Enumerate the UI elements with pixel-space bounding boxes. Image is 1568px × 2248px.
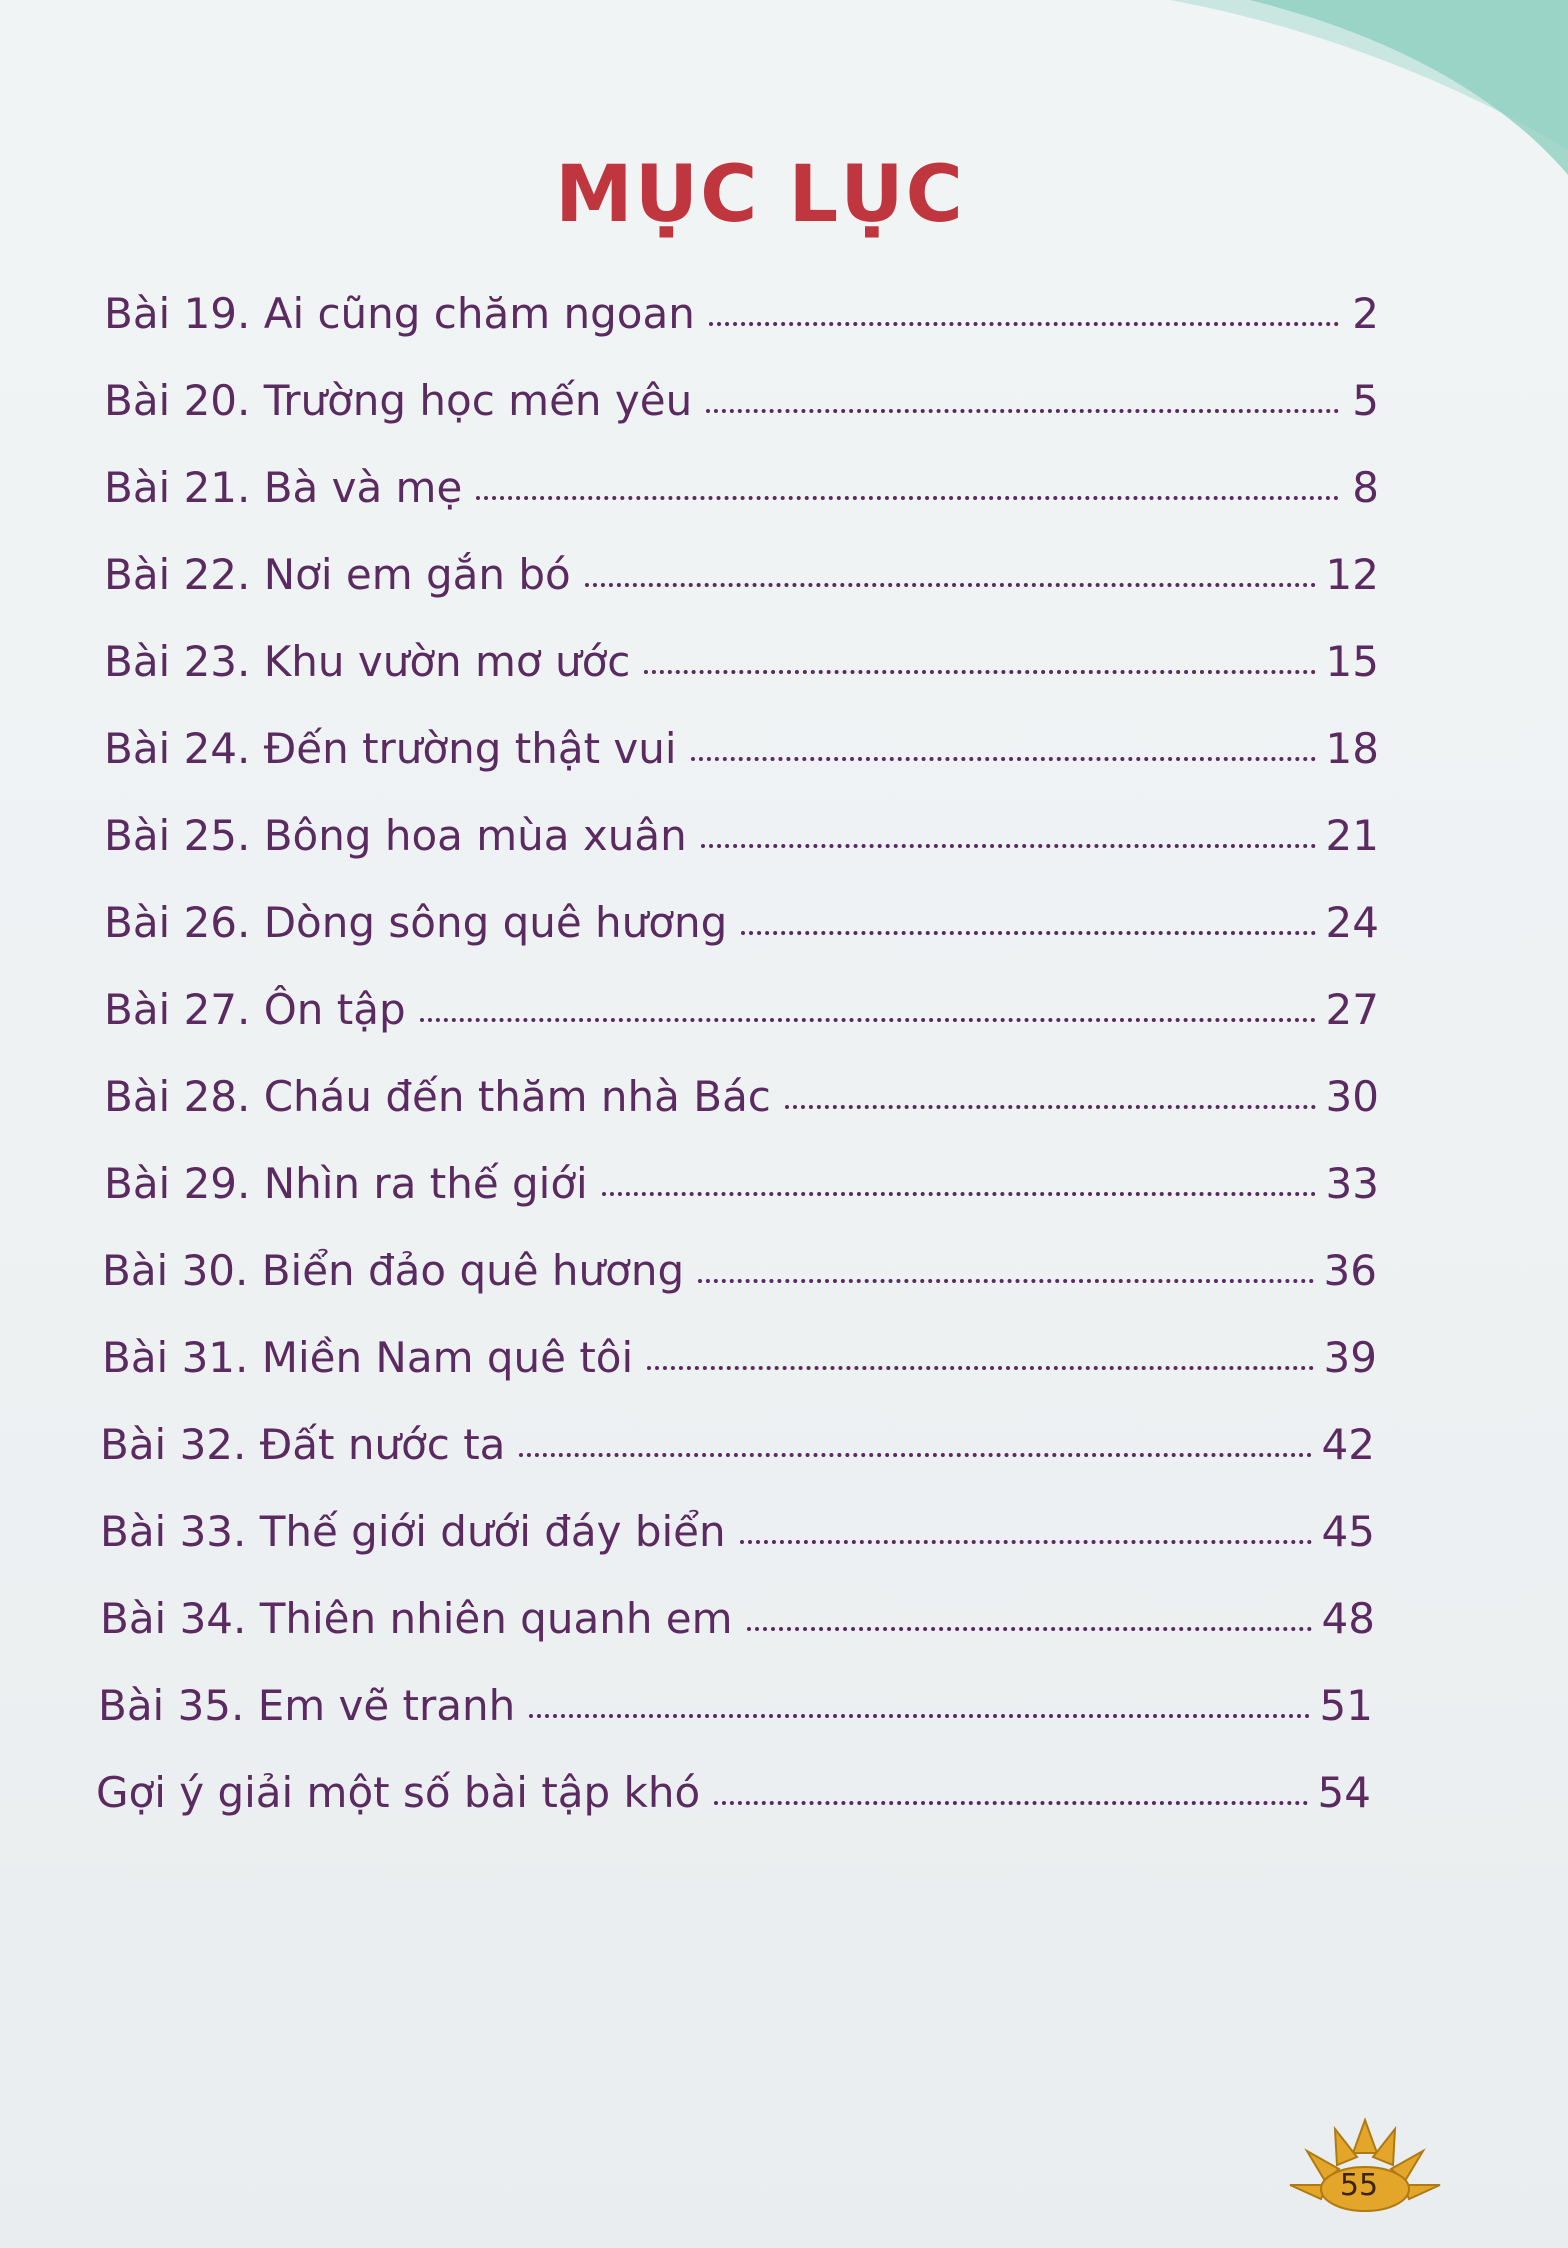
toc-entry-page: 39: [1323, 1333, 1377, 1382]
toc-entry: [104, 365, 1379, 425]
toc-entry: [104, 452, 1379, 512]
toc-dot-leader: [519, 1453, 1311, 1457]
toc-entry-title: Gợi ý giải một số bài tập khó: [96, 1768, 701, 1817]
toc-dot-leader: [691, 757, 1316, 761]
toc-dot-leader: [714, 1801, 1307, 1805]
toc-entry-title: Bài 24. Đến trường thật vui: [104, 724, 677, 773]
toc-entry: [104, 713, 1379, 773]
toc-entry: [100, 1496, 1375, 1556]
toc-entry-title: Bài 27. Ôn tập: [104, 985, 406, 1034]
toc-entry: [102, 1322, 1377, 1382]
toc-entry-page: 27: [1325, 985, 1379, 1034]
toc-entry-title: Bài 19. Ai cũng chăm ngoan: [104, 289, 695, 338]
toc-entry: [96, 1757, 1371, 1817]
toc-dot-leader: [647, 1366, 1313, 1370]
toc-entry-title: Bài 28. Cháu đến thăm nhà Bác: [104, 1072, 771, 1121]
toc-entry: [104, 278, 1379, 338]
toc-dot-leader: [785, 1105, 1316, 1109]
toc-dot-leader: [585, 583, 1316, 587]
toc-entry-title: Bài 22. Nơi em gắn bó: [104, 550, 571, 599]
toc-entry-page: 15: [1325, 637, 1379, 686]
toc-dot-leader: [698, 1279, 1313, 1283]
toc-entry-page: 8: [1352, 463, 1379, 512]
toc-entry-page: 48: [1321, 1594, 1375, 1643]
toc-entry: [104, 974, 1379, 1034]
page-number: 55: [1339, 2168, 1379, 2203]
toc-entry-page: 24: [1325, 898, 1379, 947]
toc-dot-leader: [709, 322, 1339, 326]
toc-entry-title: Bài 31. Miền Nam quê tôi: [102, 1333, 634, 1382]
toc-entry-page: 36: [1323, 1246, 1377, 1295]
page-title: MỤC LỤC: [555, 150, 965, 240]
toc-entry: [104, 539, 1379, 599]
toc-dot-leader: [420, 1018, 1316, 1022]
toc-entry: [98, 1670, 1373, 1730]
toc-entry: [104, 626, 1379, 686]
toc-entry-title: Bài 23. Khu vườn mơ ước: [104, 637, 631, 686]
toc-entry-title: Bài 30. Biển đảo quê hương: [102, 1246, 685, 1295]
toc-entry-title: Bài 25. Bông hoa mùa xuân: [104, 811, 687, 860]
toc-entry-page: 18: [1325, 724, 1379, 773]
toc-entry-page: 2: [1352, 289, 1379, 338]
toc-entry-page: 12: [1325, 550, 1379, 599]
toc-entry-page: 54: [1317, 1768, 1371, 1817]
toc-entry-page: 51: [1319, 1681, 1373, 1730]
toc-entry: [104, 800, 1379, 860]
toc-dot-leader: [476, 496, 1339, 500]
toc-entry-page: 5: [1352, 376, 1379, 425]
toc-dot-leader: [706, 409, 1339, 413]
toc-entry-title: Bài 21. Bà và mẹ: [104, 463, 463, 512]
toc-entry-title: Bài 29. Nhìn ra thế giới: [104, 1159, 588, 1208]
toc-entry: [100, 1409, 1375, 1469]
toc-dot-leader: [701, 844, 1316, 848]
toc-entry-title: Bài 35. Em vẽ tranh: [98, 1681, 516, 1730]
toc-entry: [104, 1061, 1379, 1121]
toc-entry-title: Bài 26. Dòng sông quê hương: [104, 898, 728, 947]
toc-dot-leader: [747, 1627, 1312, 1631]
toc-dot-leader: [644, 670, 1315, 674]
toc-entry-page: 45: [1321, 1507, 1375, 1556]
toc-entry: [104, 1148, 1379, 1208]
toc-entry-page: 30: [1325, 1072, 1379, 1121]
toc-dot-leader: [529, 1714, 1309, 1718]
toc-entry-page: 21: [1325, 811, 1379, 860]
toc-entry-page: 42: [1321, 1420, 1375, 1469]
toc-dot-leader: [741, 931, 1315, 935]
toc-dot-leader: [602, 1192, 1316, 1196]
toc-dot-leader: [740, 1540, 1312, 1544]
toc-entry-page: 33: [1325, 1159, 1379, 1208]
toc-entry-title: Bài 20. Trường học mến yêu: [104, 376, 693, 425]
toc-entry: [100, 1583, 1375, 1643]
toc-entry: [102, 1235, 1377, 1295]
toc-entry-title: Bài 33. Thế giới dưới đáy biển: [100, 1507, 726, 1556]
toc-entry-title: Bài 34. Thiên nhiên quanh em: [100, 1594, 733, 1643]
toc-entry-title: Bài 32. Đất nước ta: [100, 1420, 506, 1469]
toc-entry: [104, 887, 1379, 947]
